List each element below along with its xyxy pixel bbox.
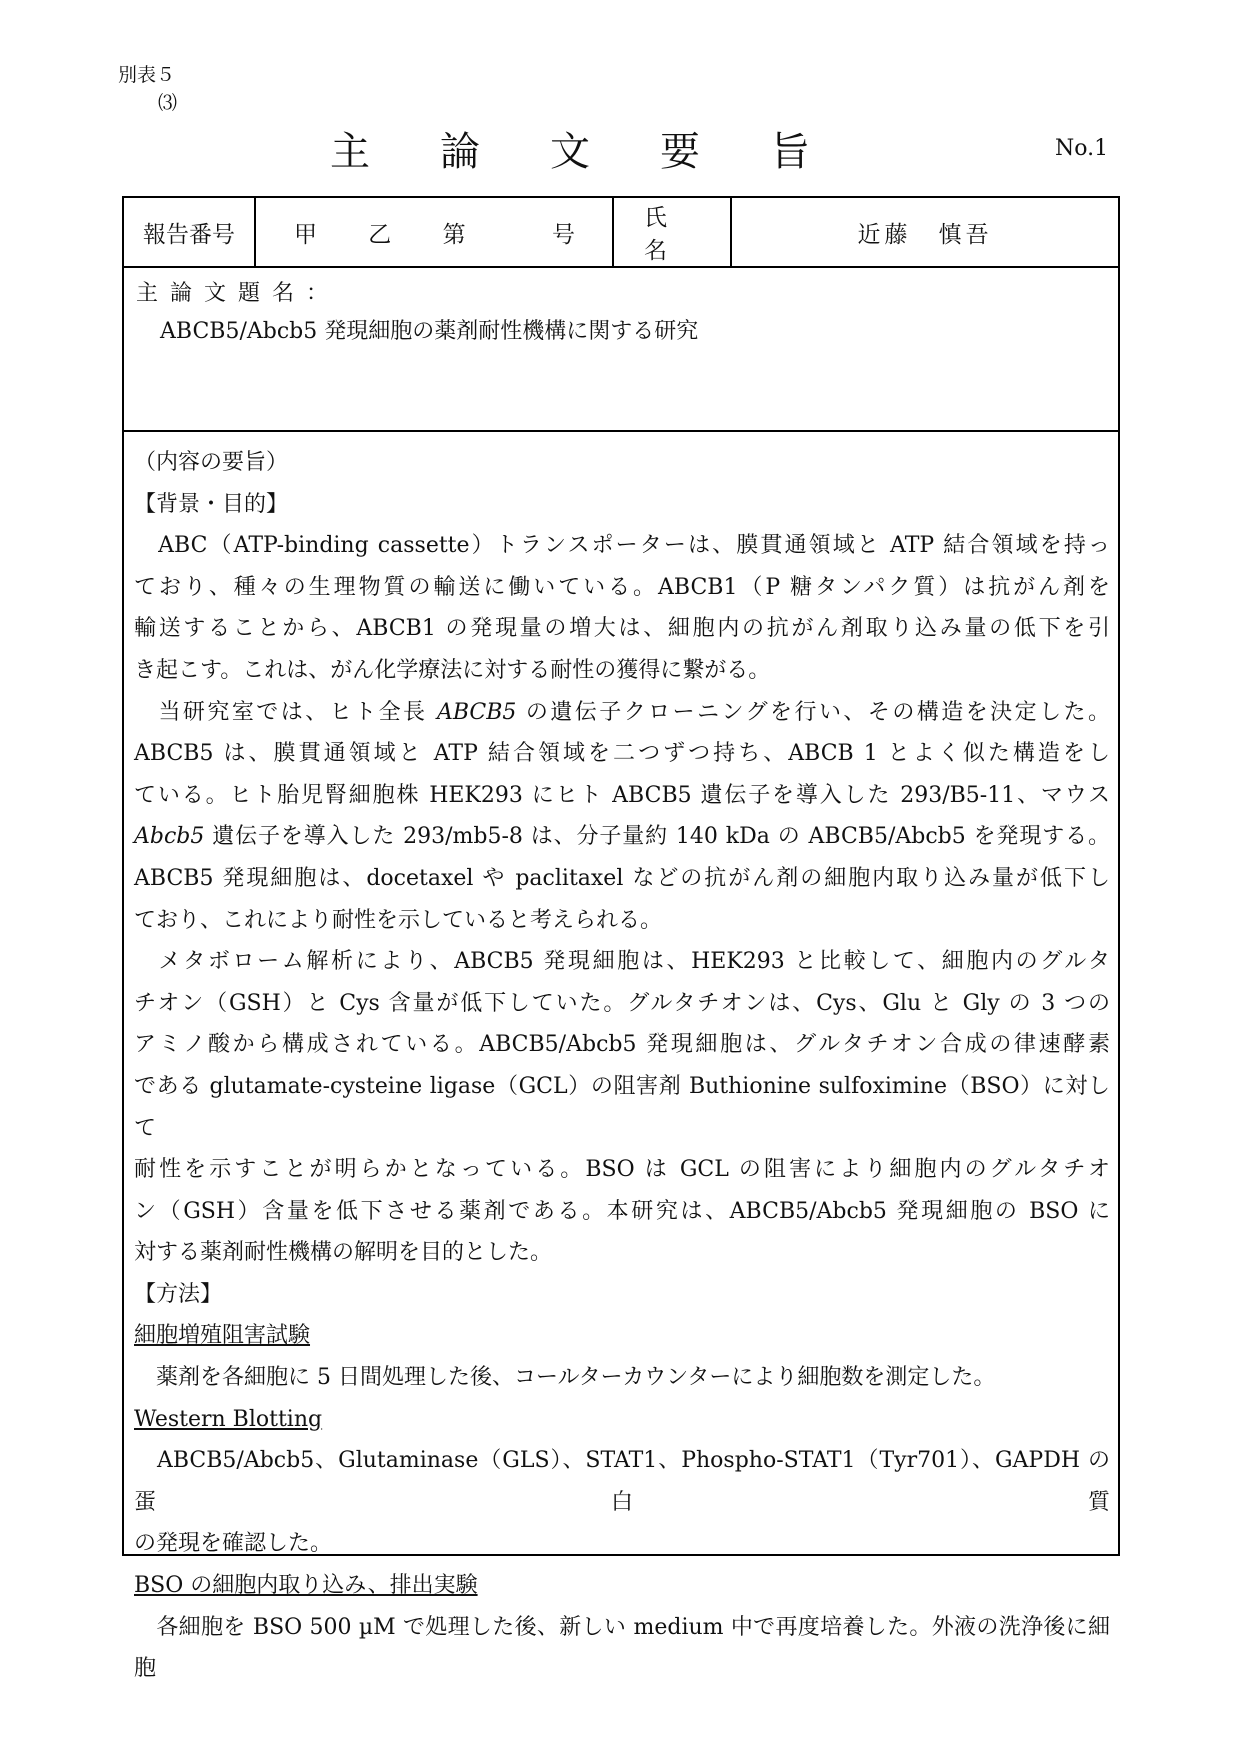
method-heading: 【方法】	[134, 1281, 223, 1307]
page-title: 主論文要旨	[330, 129, 880, 175]
thesis-title: ABCB5/Abcb5 発現細胞の薬剤耐性機構に関する研究	[160, 319, 699, 344]
text-line: ABCB5/Abcb5、Glutaminase（GLS）、STAT1、Phospho-STAT1（Tyr701）、GAPDH の蛋白質	[134, 1448, 1110, 1515]
summary-form	[122, 196, 1120, 1682]
method-3-title: BSO の細胞内取り込み、排出実験	[134, 1573, 478, 1599]
text-line: 薬剤を各細胞に 5 日間処理した後、コールターカウンターにより細胞数を測定した。	[134, 1365, 996, 1391]
gene-italic: ABCB5	[436, 699, 517, 725]
text-line: 対する薬剤耐性機構の解明を目的とした。	[134, 1240, 553, 1266]
text-line: ABCB5 発現細胞は、docetaxel や paclitaxel などの抗がん剤の細胞内取り込み量が低下し	[134, 865, 1110, 891]
doc-number: No.1	[1055, 136, 1109, 161]
text-line: ており、これにより耐性を示していると考えられる。	[134, 907, 663, 933]
text-line: 各細胞を BSO 500 µM で処理した後、新しい medium 中で再度培養した。外液の洗浄後に細胞	[134, 1614, 1110, 1682]
text-line: 輸送することから、ABCB1 の発現量の増大は、細胞内の抗がん剤取り込み量の低下を引	[134, 616, 1110, 642]
text-line: ている。ヒト胎児腎細胞株 HEK293 にヒト ABCB5 遺伝子を導入した 293/B5-11、マウス	[134, 782, 1110, 808]
form-sub-label: ⑶	[158, 92, 178, 114]
text-line	[134, 816, 1110, 858]
author-name: 近藤 慎吾	[857, 221, 993, 248]
report-no-label: 報告番号	[124, 198, 256, 266]
method-2-title: Western Blotting	[134, 1406, 323, 1432]
text-line: き起こす。これは、がん化学療法に対する耐性の獲得に繋がる。	[134, 657, 771, 683]
background-heading: 【背景・目的】	[134, 491, 289, 517]
summary-content	[134, 442, 1110, 1690]
gene-italic: Abcb5	[134, 824, 205, 850]
name-label: 氏 名	[614, 198, 732, 266]
text-line: メタボローム解析により、ABCB5 発現細胞は、HEK293 と比較して、細胞内のグルタ	[134, 949, 1110, 975]
text-line: ABCB5 は、膜貫通領域と ATP 結合領域を二つずつ持ち、ABCB 1 とよく似た構造をし	[134, 741, 1110, 767]
report-no-suffix: 号	[552, 221, 575, 248]
report-no-cell	[256, 198, 614, 266]
text-line: チオン（GSH）と Cys 含量が低下していた。グルタチオンは、Cys、Glu と Gly の 3 つの	[134, 990, 1110, 1016]
text-line	[134, 692, 1110, 734]
text-span: 遺伝子を導入した 293/mb5-8 は、分子量約 140 kDa の ABCB5/Abcb5 を発現する。	[204, 824, 1110, 850]
text-line: アミノ酸から構成されている。ABCB5/Abcb5 発現細胞は、グルタチオン合成の律速酵素	[134, 1032, 1110, 1058]
text-line: ABC（ATP-binding cassette）トランスポーターは、膜貫通領域と ATP 結合領域を持っ	[134, 533, 1110, 559]
text-span: の遺伝子クローニングを行い、その構造を決定した。	[516, 699, 1110, 725]
text-line: ン（GSH）含量を低下させる薬剤である。本研究は、ABCB5/Abcb5 発現細胞の BSO に	[134, 1198, 1110, 1224]
report-no-kind: 甲 乙 第	[294, 221, 488, 248]
summary-label: （内容の要旨）	[134, 450, 289, 475]
text-line: の発現を確認した。	[134, 1531, 333, 1557]
text-line: である glutamate-cysteine ligase（GCL）の阻害剤 Buthionine sulfoximine（BSO）に対して	[134, 1073, 1110, 1141]
text-span: 当研究室では、ヒト全長	[134, 699, 437, 725]
thesis-title-label: 主論文題名：	[136, 281, 341, 306]
form-label: 別表５	[118, 64, 176, 86]
thesis-title-row	[124, 268, 1118, 432]
report-info-row	[124, 198, 1118, 268]
text-line: 耐性を示すことが明らかとなっている。BSO は GCL の阻害により細胞内のグルタチオ	[134, 1157, 1110, 1183]
method-1-title: 細胞増殖阻害試験	[134, 1323, 311, 1349]
text-line: ており、種々の生理物質の輸送に働いている。ABCB1（P 糖タンパク質）は抗がん剤を	[134, 574, 1110, 600]
